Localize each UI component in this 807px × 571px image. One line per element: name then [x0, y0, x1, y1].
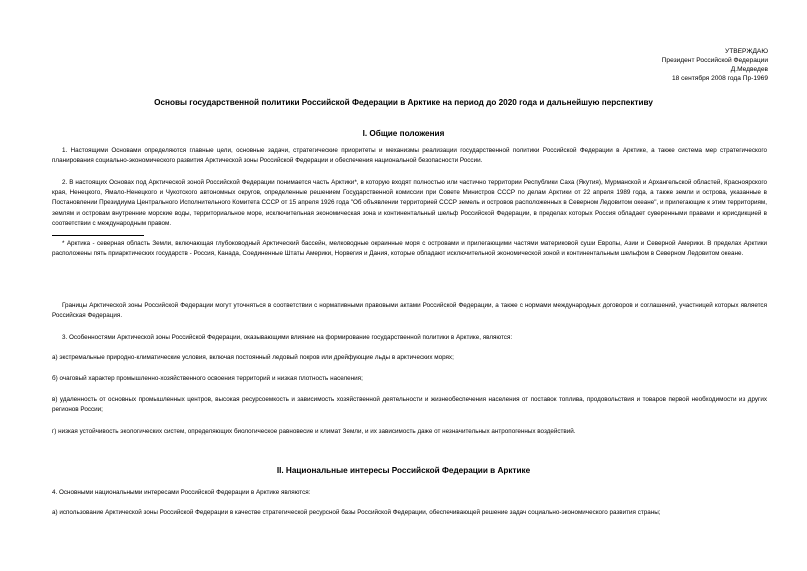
approval-label: УТВЕРЖДАЮ — [725, 48, 768, 55]
list-item-a: а) экстремальные природно-климатические условия, включая постоянный ледовый покров или дрейфующие льды в арктических морях; — [52, 354, 454, 361]
list-item-2a: а) использование Арктической зоны Российской Федерации в качестве стратегической ресурсной базы Российской Федерации, обеспечивающей решение задач социально-экономического развития страны; — [52, 509, 661, 516]
document-title: Основы государственной политики Российской Федерации в Арктике на период до 2020 года и дальнейшую перспективу — [154, 98, 653, 107]
section-1-heading: I. Общие положения — [362, 129, 445, 138]
approval-block — [662, 47, 768, 83]
list-item-c: в) удаленность от основных промышленных центров, высокая ресурсоемкость и зависимость хозяйственной деятельности и жизнеобеспечения населения от поставок топлива, продовольствия и товаров первой необходимости из других регионов России; — [52, 396, 767, 414]
section-2-heading: II. Национальные интересы Российской Федерации в Арктике — [276, 466, 531, 475]
approval-position: Президент Российской Федерации — [661, 57, 768, 64]
approval-signatory: Д.Медведев — [730, 66, 768, 73]
list-item-b: б) очаговый характер промышленно-хозяйственного освоения территорий и низкая плотность населения; — [52, 375, 363, 382]
paragraph-2: 2. В настоящих Основах под Арктической зоной Российской Федерации понимается часть Арктики*, в которую входят полностью или частично территории Республики Саха (Якутия), Мурманской и Архангельской областей, Красноярского края, Ненецкого, Ямало-Ненецкого и Чукотского автономных округов, определенные решением Государственной комиссии при Совете Министров СССР по делам Арктики от 22 апреля 1989 года, а также земли и острова, указанные в Постановлении Президиума Центрального Исполнительного Комитета СССР от 15 апреля 1926 года "Об объявлении территорией СССР земель и островов расположенных в Северном Ледовитом океане", и прилегающие к этим территориям, землям и островам внутренние морские воды, территориальное море, исключительная экономическая зона и континентальный шельф Российской Федерации, в пределах которых Россия обладает суверенными правами и юрисдикцией в соответствии с международным правом. — [52, 179, 767, 227]
paragraph-4: 4. Основными национальными интересами Российской Федерации в Арктике являются: — [52, 489, 311, 496]
footnote: * Арктика - северная область Земли, включающая глубоководный Арктический бассейн, мелководные окраинные моря с островами и прилегающими частями материковой суши Европы, Азии и Северной Америки. В пределах Арктики расположены пять приарктических государств - Россия, Канада, Соединенные Штаты Америки, Норвегия и Дания, которые обладают исключительной экономической зоной и континентальным шельфом в Северном Ледовитом океане. — [52, 240, 767, 258]
approval-date: 18 сентября 2008 года Пр-1969 — [671, 75, 768, 82]
footnote-separator — [52, 235, 144, 236]
paragraph-2-continued: Границы Арктической зоны Российской Федерации могут уточняться в соответствии с нормативными правовыми актами Российской Федерации, а также с нормами международных договоров и соглашений, участницей которых является Российская Федерация. — [52, 302, 767, 320]
list-item-d: г) низкая устойчивость экологических систем, определяющих биологическое равновесие и климат Земли, и их зависимость даже от незначительных антропогенных воздействий. — [52, 428, 576, 435]
paragraph-1: 1. Настоящими Основами определяются главные цели, основные задачи, стратегические приоритеты и механизмы реализации государственной политики Российской Федерации в Арктике, а также система мер стратегического планирования социально-экономического развития Арктической зоны Российской Федерации и обеспечения национальной безопасности России. — [52, 147, 767, 165]
paragraph-3: 3. Особенностями Арктической зоны Российской Федерации, оказывающими влияние на формирование государственной политики в Арктике, являются: — [62, 334, 513, 341]
